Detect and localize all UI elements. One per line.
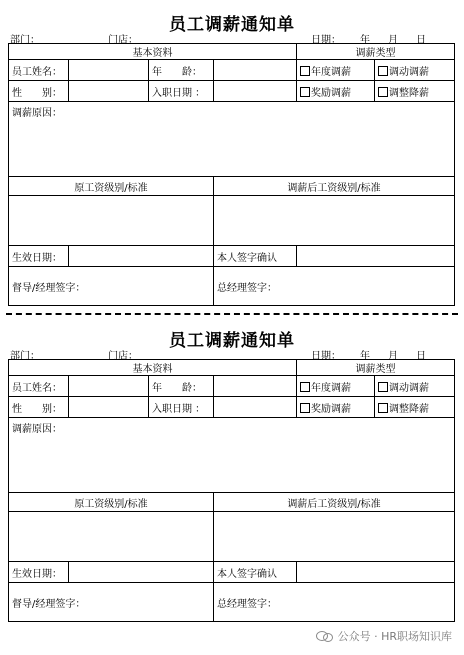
- form-table: [8, 359, 455, 622]
- manager-sign-field[interactable]: 督导/经理签字：: [9, 583, 214, 622]
- watermark: [316, 628, 452, 644]
- form-title: 员工调薪通知单: [169, 331, 295, 351]
- age-label: 年 龄：: [149, 60, 214, 81]
- transfer-adjust-option[interactable]: 调动调薪: [375, 60, 455, 81]
- hire-date-field[interactable]: [214, 81, 297, 102]
- orig-grade-field[interactable]: [9, 512, 214, 562]
- employee-confirm-label: 本人签字确认: [214, 246, 297, 267]
- checkbox-icon[interactable]: [300, 382, 310, 392]
- basic-info-header: 基本资料: [9, 44, 297, 60]
- reward-adjust-option[interactable]: 奖励调薪: [297, 81, 375, 102]
- age-field[interactable]: [214, 376, 297, 397]
- year-label: 年: [360, 35, 370, 46]
- reason-field[interactable]: 调薪原因：: [9, 418, 455, 493]
- hire-date-label: 入职日期 ：: [149, 397, 214, 418]
- name-field[interactable]: [69, 60, 149, 81]
- manager-sign-field[interactable]: 督导/经理签字：: [9, 267, 214, 306]
- reward-adjust-option[interactable]: 奖励调薪: [297, 397, 375, 418]
- gm-sign-field[interactable]: 总经理签字：: [214, 583, 455, 622]
- gender-field[interactable]: [69, 397, 149, 418]
- reason-field[interactable]: 调薪原因：: [9, 102, 455, 177]
- employee-confirm-label: 本人签字确认: [214, 562, 297, 583]
- hire-date-label: 入职日期 ：: [149, 81, 214, 102]
- department-label: 部门：: [10, 35, 40, 46]
- wechat-logo-icon: [316, 630, 334, 642]
- annual-adjust-option[interactable]: 年度调薪: [297, 376, 375, 397]
- new-grade-field[interactable]: [214, 512, 455, 562]
- new-grade-header: 调薪后工资级别/标准: [214, 177, 455, 196]
- effective-date-field[interactable]: [69, 562, 214, 583]
- store-label: 门店：: [108, 35, 138, 46]
- checkbox-icon[interactable]: [300, 403, 310, 413]
- watermark-text: 公众号 · HR职场知识库: [337, 630, 452, 643]
- downgrade-adjust-option[interactable]: 调整降薪: [375, 397, 455, 418]
- gender-label: 性 别：: [9, 397, 69, 418]
- checkbox-icon[interactable]: [378, 87, 388, 97]
- checkbox-icon[interactable]: [378, 382, 388, 392]
- gm-sign-field[interactable]: 总经理签字：: [214, 267, 455, 306]
- checkbox-icon[interactable]: [300, 66, 310, 76]
- age-label: 年 龄：: [149, 376, 214, 397]
- checkbox-icon[interactable]: [378, 403, 388, 413]
- basic-info-header: 基本资料: [9, 360, 297, 376]
- gender-label: 性 别：: [9, 81, 69, 102]
- cut-line-divider: [6, 313, 458, 315]
- adjust-type-header: 调薪类型: [297, 360, 455, 376]
- adjust-type-header: 调薪类型: [297, 44, 455, 60]
- age-field[interactable]: [214, 60, 297, 81]
- effective-date-label: 生效日期：: [9, 562, 69, 583]
- employee-confirm-field[interactable]: [297, 562, 455, 583]
- effective-date-field[interactable]: [69, 246, 214, 267]
- hire-date-field[interactable]: [214, 397, 297, 418]
- department-label: 部门：: [10, 351, 40, 362]
- date-label: 日期：: [311, 351, 341, 362]
- date-label: 日期：: [311, 35, 341, 46]
- checkbox-icon[interactable]: [378, 66, 388, 76]
- new-grade-field[interactable]: [214, 196, 455, 246]
- orig-grade-header: 原工资级别/标准: [9, 177, 214, 196]
- form-title: 员工调薪通知单: [169, 15, 295, 35]
- checkbox-icon[interactable]: [300, 87, 310, 97]
- month-label: 月: [388, 35, 398, 46]
- day-label: 日: [416, 35, 426, 46]
- year-label: 年: [360, 351, 370, 362]
- day-label: 日: [416, 351, 426, 362]
- name-label: 员工姓名：: [9, 376, 69, 397]
- orig-grade-field[interactable]: [9, 196, 214, 246]
- month-label: 月: [388, 351, 398, 362]
- employee-confirm-field[interactable]: [297, 246, 455, 267]
- annual-adjust-option[interactable]: 年度调薪: [297, 60, 375, 81]
- orig-grade-header: 原工资级别/标准: [9, 493, 214, 512]
- name-label: 员工姓名：: [9, 60, 69, 81]
- store-label: 门店：: [108, 351, 138, 362]
- name-field[interactable]: [69, 376, 149, 397]
- downgrade-adjust-option[interactable]: 调整降薪: [375, 81, 455, 102]
- transfer-adjust-option[interactable]: 调动调薪: [375, 376, 455, 397]
- new-grade-header: 调薪后工资级别/标准: [214, 493, 455, 512]
- gender-field[interactable]: [69, 81, 149, 102]
- form-table: [8, 43, 455, 306]
- effective-date-label: 生效日期：: [9, 246, 69, 267]
